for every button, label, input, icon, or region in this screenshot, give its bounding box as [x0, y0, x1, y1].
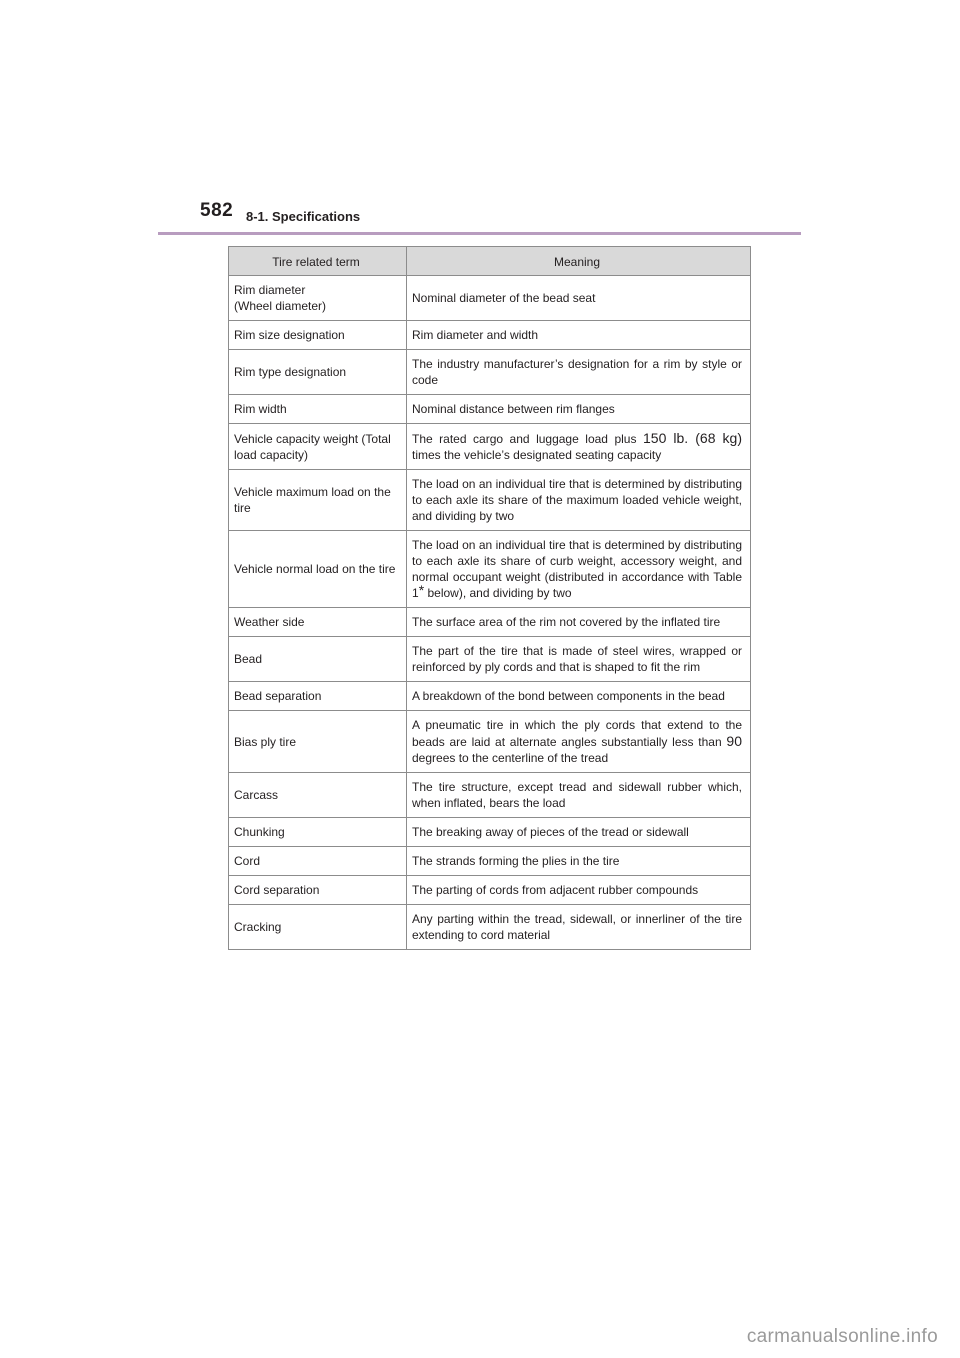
- meaning-text: degrees to the centerline of the tread: [412, 751, 609, 765]
- meaning-text: A pneumatic tire in which the ply cords that extend to the beads are laid at alternate angles substantially less than: [412, 718, 742, 749]
- meaning-text: The rated cargo and luggage load plus: [412, 432, 643, 446]
- meaning-cell: The parting of cords from adjacent rubber compounds: [407, 876, 751, 905]
- degrees-value: 90: [726, 733, 742, 749]
- term-cell: Vehicle capacity weight (Total load capacity): [229, 424, 407, 470]
- term-cell: Bead separation: [229, 682, 407, 711]
- term-cell: Cracking: [229, 905, 407, 950]
- table-row: [229, 276, 751, 321]
- meaning-cell: Nominal diameter of the bead seat: [407, 276, 751, 321]
- table-row: [229, 818, 751, 847]
- page-number: 582: [200, 200, 234, 221]
- meaning-text: times the vehicle’s designated seating capacity: [412, 448, 662, 462]
- meaning-cell: A breakdown of the bond between components in the bead: [407, 682, 751, 711]
- meaning-cell: [407, 424, 751, 470]
- table-row: [229, 905, 751, 950]
- term-cell: Vehicle maximum load on the tire: [229, 470, 407, 531]
- table-row: [229, 711, 751, 773]
- meaning-text: The load on an individual tire that is determined by distributing to each axle its share of curb weight, accessory weight, and normal occupant weight (distributed in accordance with Table 1: [412, 538, 742, 600]
- header-divider: [158, 232, 801, 235]
- meaning-cell: The part of the tire that is made of steel wires, wrapped or reinforced by ply cords and that is shaped to fit the rim: [407, 637, 751, 682]
- term-cell: Bias ply tire: [229, 711, 407, 773]
- term-cell: Cord separation: [229, 876, 407, 905]
- site-watermark: carmanualsonline.info: [746, 1326, 938, 1347]
- table-row: [229, 773, 751, 818]
- meaning-cell: [407, 531, 751, 608]
- weight-value: 150 lb. (68 kg): [643, 430, 742, 446]
- meaning-cell: Rim diameter and width: [407, 321, 751, 350]
- meaning-cell: The load on an individual tire that is determined by distributing to each axle its share of the maximum loaded vehicle weight, and dividing by two: [407, 470, 751, 531]
- term-cell: Rim width: [229, 395, 407, 424]
- table-row: [229, 424, 751, 470]
- term-cell: Cord: [229, 847, 407, 876]
- table-row: [229, 608, 751, 637]
- table-row: [229, 847, 751, 876]
- asterisk-footnote-mark: *: [418, 582, 425, 598]
- column-header-meaning: Meaning: [407, 247, 751, 276]
- tire-terms-table: [228, 246, 751, 950]
- meaning-cell: Nominal distance between rim flanges: [407, 395, 751, 424]
- term-cell: Rim size designation: [229, 321, 407, 350]
- term-cell: Rim type designation: [229, 350, 407, 395]
- meaning-cell: Any parting within the tread, sidewall, or innerliner of the tire extending to cord material: [407, 905, 751, 950]
- meaning-cell: The breaking away of pieces of the tread or sidewall: [407, 818, 751, 847]
- term-cell: Bead: [229, 637, 407, 682]
- table-header-row: [229, 247, 751, 276]
- term-cell: Chunking: [229, 818, 407, 847]
- table-row: [229, 470, 751, 531]
- table-row: [229, 395, 751, 424]
- column-header-term: Tire related term: [229, 247, 407, 276]
- meaning-cell: [407, 711, 751, 773]
- term-cell: Weather side: [229, 608, 407, 637]
- table-row: [229, 876, 751, 905]
- term-cell: Rim diameter (Wheel diameter): [229, 276, 407, 321]
- term-cell: Carcass: [229, 773, 407, 818]
- meaning-cell: The strands forming the plies in the tire: [407, 847, 751, 876]
- table-row: [229, 637, 751, 682]
- meaning-cell: The surface area of the rim not covered by the inflated tire: [407, 608, 751, 637]
- table-row: [229, 350, 751, 395]
- table-row: [229, 321, 751, 350]
- meaning-cell: The tire structure, except tread and sidewall rubber which, when inflated, bears the load: [407, 773, 751, 818]
- section-title: 8-1. Specifications: [246, 209, 361, 224]
- meaning-text: below), and dividing by two: [424, 586, 572, 600]
- meaning-cell: The industry manufacturer’s designation for a rim by style or code: [407, 350, 751, 395]
- table-row: [229, 682, 751, 711]
- term-cell: Vehicle normal load on the tire: [229, 531, 407, 608]
- table-row: [229, 531, 751, 608]
